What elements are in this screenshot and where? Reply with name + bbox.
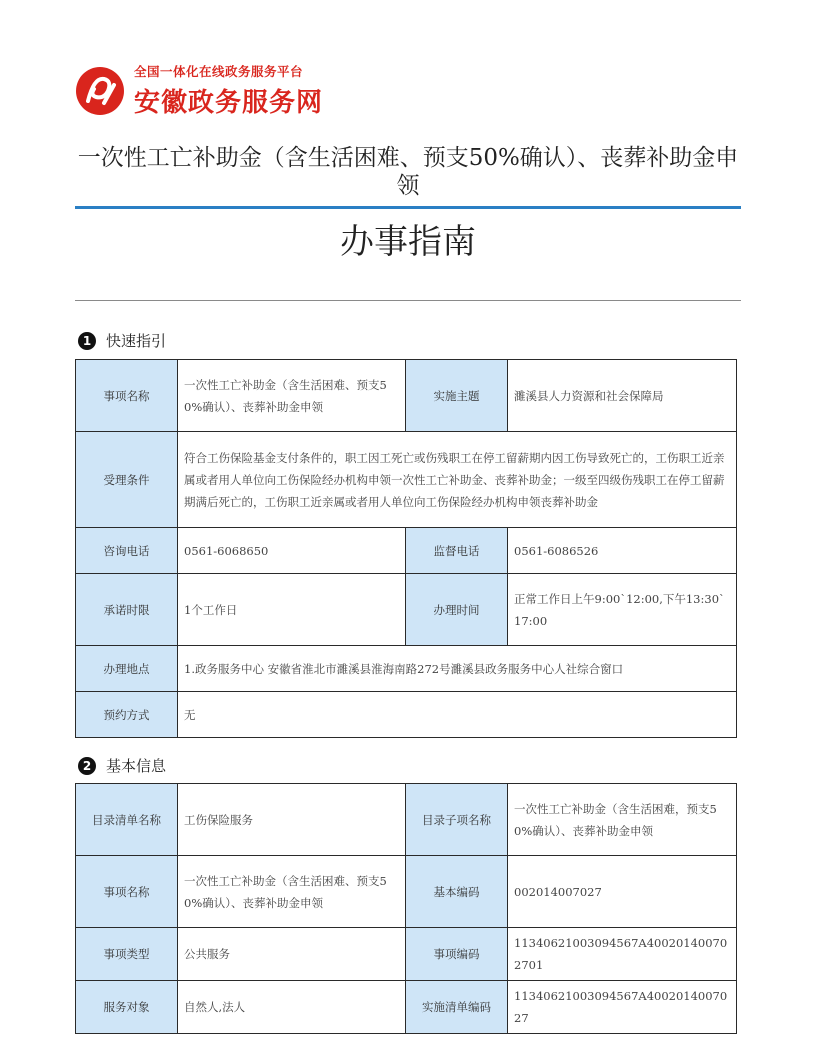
impl-subject-value: 濉溪县人力资源和社会保障局 — [508, 360, 737, 432]
table-row — [76, 574, 737, 646]
anhui-government-service-logo-icon — [74, 65, 126, 117]
section-heading-quick — [78, 330, 166, 351]
item-name-value: 一次性工亡补助金（含生活困难、预支50%确认）、丧葬补助金申领 — [178, 360, 406, 432]
basic-code-value: 002014007027 — [508, 856, 737, 928]
consult-phone-label: 咨询电话 — [76, 528, 178, 574]
section-number-badge: 2 — [78, 757, 96, 775]
table-row — [76, 856, 737, 928]
service-target-value: 自然人,法人 — [178, 981, 406, 1034]
basic-info-table — [75, 783, 737, 1034]
conditions-value: 符合工伤保险基金支付条件的，职工因工死亡或伤残职工在停工留薪期内因工伤导致死亡的，工伤职工近亲属或者用人单位向工伤保险经办机构申领一次性工亡补助金、丧葬补助金；一级至四级伤残职工在停工留薪期满后死亡的，工伤职工近亲属或者用人单位向工伤保险经办机构申领丧葬补助金 — [178, 432, 737, 528]
location-label: 办理地点 — [76, 646, 178, 692]
site-name: 安徽政务服务网 — [134, 88, 324, 118]
office-hours-value: 正常工作日上午9:00`12:00,下午13:30`17:00 — [508, 574, 737, 646]
table-row — [76, 360, 737, 432]
consult-phone-value: 0561-6068650 — [178, 528, 406, 574]
item-code-label: 事项编码 — [406, 928, 508, 981]
supervise-phone-value: 0561-6086526 — [508, 528, 737, 574]
header-divider — [75, 300, 741, 301]
item-type-label: 事项类型 — [76, 928, 178, 981]
table-row — [76, 784, 737, 856]
catalog-sub-value: 一次性工亡补助金（含生活困难，预支50%确认）、丧葬补助金申领 — [508, 784, 737, 856]
table-row — [76, 928, 737, 981]
impl-subject-label: 实施主题 — [406, 360, 508, 432]
appointment-value: 无 — [178, 692, 737, 738]
table-row — [76, 432, 737, 528]
item-name-label: 事项名称 — [76, 360, 178, 432]
promise-time-label: 承诺时限 — [76, 574, 178, 646]
catalog-name-label: 目录清单名称 — [76, 784, 178, 856]
platform-line: 全国一体化在线政务服务平台 — [134, 64, 304, 79]
section-number-badge: 1 — [78, 332, 96, 350]
item-name-value: 一次性工亡补助金（含生活困难、预支50%确认）、丧葬补助金申领 — [178, 856, 406, 928]
table-row — [76, 646, 737, 692]
section-title: 基本信息 — [106, 757, 167, 775]
table-row — [76, 692, 737, 738]
appointment-label: 预约方式 — [76, 692, 178, 738]
section-heading-basic — [78, 755, 166, 776]
item-type-value: 公共服务 — [178, 928, 406, 981]
title-divider — [75, 206, 741, 209]
impl-code-value: 11340621003094567A4002014007027 — [508, 981, 737, 1034]
document-subtitle: 办事指南 — [340, 222, 476, 262]
quick-guide-table — [75, 359, 737, 738]
catalog-sub-label: 目录子项名称 — [406, 784, 508, 856]
impl-code-label: 实施清单编码 — [406, 981, 508, 1034]
document-title: 一次性工亡补助金（含生活困难、预支50%确认）、丧葬补助金申领 — [77, 145, 739, 199]
supervise-phone-label: 监督电话 — [406, 528, 508, 574]
location-value: 1.政务服务中心 安徽省淮北市濉溪县淮海南路272号濉溪县政务服务中心人社综合窗口 — [178, 646, 737, 692]
table-row — [76, 981, 737, 1034]
section-title: 快速指引 — [106, 332, 167, 350]
table-row — [76, 528, 737, 574]
item-code-value: 11340621003094567A400201400702701 — [508, 928, 737, 981]
conditions-label: 受理条件 — [76, 432, 178, 528]
item-name-label: 事项名称 — [76, 856, 178, 928]
catalog-name-value: 工伤保险服务 — [178, 784, 406, 856]
basic-code-label: 基本编码 — [406, 856, 508, 928]
promise-time-value: 1个工作日 — [178, 574, 406, 646]
office-hours-label: 办理时间 — [406, 574, 508, 646]
service-target-label: 服务对象 — [76, 981, 178, 1034]
site-logo[interactable] — [74, 62, 323, 119]
